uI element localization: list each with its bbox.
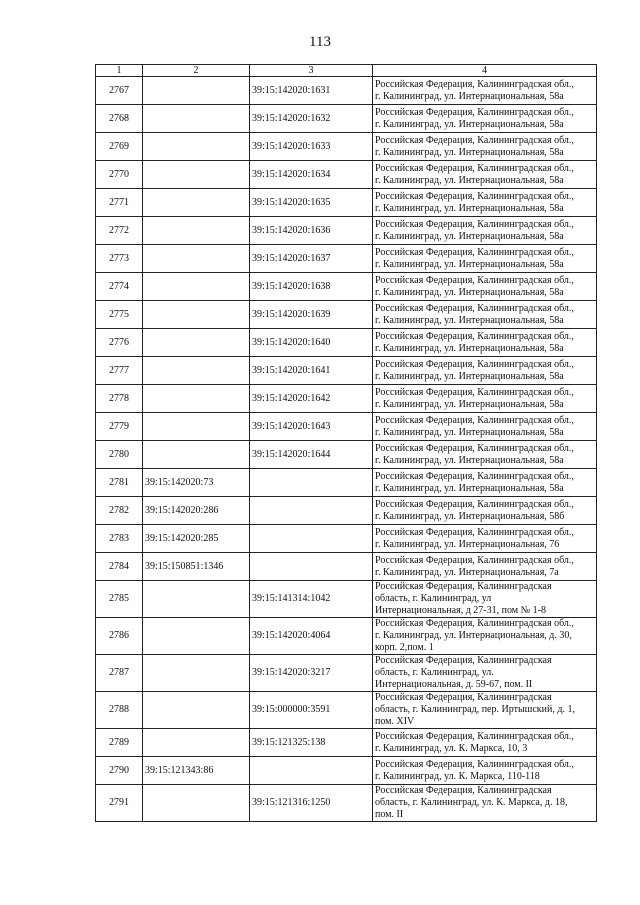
- row-number-cell: 2771: [96, 189, 143, 217]
- row-number-cell: 2770: [96, 161, 143, 189]
- old-cadastral-number-cell: [143, 189, 250, 217]
- address-line: область, г. Калининград, ул.: [375, 667, 494, 678]
- table-row: [96, 469, 597, 497]
- address-line: Интернациональная, д. 59-67, пом. II: [375, 679, 533, 690]
- column-header-1: 1: [96, 65, 143, 77]
- address-line: область, г. Калининград, ул. К. Маркса, д. 18,: [375, 797, 568, 808]
- address-line: г. Калининград, ул. Интернациональная, 58а: [375, 202, 564, 214]
- column-header-2: 2: [143, 65, 250, 77]
- address-line: Российская Федерация, Калининградская обл.,: [375, 190, 574, 202]
- old-cadastral-number-cell: [143, 105, 250, 133]
- address-cell: [373, 413, 597, 441]
- cadastral-number-cell: 39:15:000000:3591: [250, 692, 373, 729]
- row-number-cell: 2773: [96, 245, 143, 273]
- table-row: [96, 553, 597, 581]
- page-number: 113: [309, 34, 331, 50]
- cadastral-number-cell: 39:15:142020:1637: [250, 245, 373, 273]
- old-cadastral-number-cell: 39:15:142020:73: [143, 469, 250, 497]
- old-cadastral-number-cell: [143, 441, 250, 469]
- table-row: [96, 301, 597, 329]
- row-number-cell: 2778: [96, 385, 143, 413]
- row-number-cell: 2780: [96, 441, 143, 469]
- row-number-cell: 2772: [96, 217, 143, 245]
- address-cell: [373, 525, 597, 553]
- row-number-cell: 2768: [96, 105, 143, 133]
- old-cadastral-number-cell: [143, 301, 250, 329]
- row-number-cell: 2781: [96, 469, 143, 497]
- address-line: г. Калининград, ул. К. Маркса, 110-118: [375, 770, 540, 782]
- address-cell: [373, 618, 597, 655]
- row-number-cell: 2767: [96, 77, 143, 105]
- row-number-cell: 2786: [96, 618, 143, 655]
- address-cell: [373, 105, 597, 133]
- address-line: г. Калининград, ул. Интернациональная, 58а: [375, 230, 564, 242]
- cadastral-number-cell: 39:15:121325:138: [250, 729, 373, 757]
- address-line: Российская Федерация, Калининградская обл.,: [375, 162, 574, 174]
- address-line: Российская Федерация, Калининградская обл.,: [375, 218, 574, 230]
- address-line: Российская Федерация, Калининградская обл.,: [375, 470, 574, 482]
- cadastral-number-cell: 39:15:142020:4064: [250, 618, 373, 655]
- table-header-row: [96, 65, 597, 77]
- old-cadastral-number-cell: [143, 655, 250, 692]
- address-line: г. Калининград, ул. Интернациональная, 58а: [375, 482, 564, 494]
- address-line: г. Калининград, ул. Интернациональная, 58а: [375, 286, 564, 298]
- address-line: Российская Федерация, Калининградская обл.,: [375, 414, 574, 426]
- table-row: [96, 618, 597, 655]
- address-line: Российская Федерация, Калининградская обл.,: [375, 106, 574, 118]
- address-line: г. Калининград, ул. Интернациональная, 58а: [375, 314, 564, 326]
- cadastral-number-cell: 39:15:142020:1632: [250, 105, 373, 133]
- address-cell: [373, 553, 597, 581]
- row-number-cell: 2789: [96, 729, 143, 757]
- cadastral-number-cell: 39:15:142020:1638: [250, 273, 373, 301]
- old-cadastral-number-cell: [143, 245, 250, 273]
- row-number-cell: 2783: [96, 525, 143, 553]
- cadastral-number-cell: 39:15:142020:1633: [250, 133, 373, 161]
- address-line: Интернациональная, д 27-31, пом № 1-8: [375, 605, 546, 616]
- old-cadastral-number-cell: [143, 692, 250, 729]
- address-line: г. Калининград, ул. Интернациональная, д. 30,: [375, 630, 572, 641]
- address-line: Российская Федерация, Калининградская обл.,: [375, 526, 574, 538]
- old-cadastral-number-cell: 39:15:142020:286: [143, 497, 250, 525]
- old-cadastral-number-cell: 39:15:121343:86: [143, 757, 250, 785]
- address-line: Российская Федерация, Калининградская: [375, 655, 552, 666]
- row-number-cell: 2788: [96, 692, 143, 729]
- address-cell: [373, 469, 597, 497]
- address-line: г. Калининград, ул. Интернациональная, 7а: [375, 566, 559, 578]
- row-number-cell: 2791: [96, 785, 143, 822]
- old-cadastral-number-cell: [143, 77, 250, 105]
- cadastral-number-cell: [250, 497, 373, 525]
- address-line: г. Калининград, ул. Интернациональная, 58б: [375, 510, 565, 522]
- old-cadastral-number-cell: [143, 385, 250, 413]
- cadastral-number-cell: [250, 553, 373, 581]
- table-row: [96, 329, 597, 357]
- address-cell: [373, 189, 597, 217]
- address-cell: [373, 757, 597, 785]
- cadastral-number-cell: 39:15:142020:1644: [250, 441, 373, 469]
- cadastral-number-cell: 39:15:142020:1640: [250, 329, 373, 357]
- address-line: область, г. Калининград, пер. Иртышский, д. 1,: [375, 704, 575, 715]
- address-cell: [373, 785, 597, 822]
- old-cadastral-number-cell: [143, 217, 250, 245]
- address-cell: [373, 217, 597, 245]
- address-cell: [373, 329, 597, 357]
- registry-table: [95, 64, 597, 822]
- table-row: [96, 441, 597, 469]
- address-line: г. Калининград, ул. К. Маркса, 10, 3: [375, 742, 528, 754]
- address-cell: [373, 729, 597, 757]
- old-cadastral-number-cell: [143, 413, 250, 441]
- table-row: [96, 581, 597, 618]
- cadastral-number-cell: 39:15:142020:1636: [250, 217, 373, 245]
- column-header-3: 3: [250, 65, 373, 77]
- address-line: Российская Федерация, Калининградская обл.,: [375, 330, 574, 342]
- address-cell: [373, 357, 597, 385]
- cadastral-number-cell: 39:15:142020:1641: [250, 357, 373, 385]
- old-cadastral-number-cell: [143, 161, 250, 189]
- table-row: [96, 105, 597, 133]
- address-line: г. Калининград, ул. Интернациональная, 58а: [375, 146, 564, 158]
- table-row: [96, 525, 597, 553]
- table-row: [96, 785, 597, 822]
- old-cadastral-number-cell: [143, 329, 250, 357]
- address-line: пом. II: [375, 809, 404, 820]
- address-line: область, г. Калининград, ул: [375, 593, 492, 604]
- address-line: Российская Федерация, Калининградская обл.,: [375, 554, 574, 566]
- row-number-cell: 2784: [96, 553, 143, 581]
- cadastral-number-cell: 39:15:142020:1631: [250, 77, 373, 105]
- cadastral-number-cell: 39:15:141314:1042: [250, 581, 373, 618]
- address-line: Российская Федерация, Калининградская обл.,: [375, 246, 574, 258]
- table-row: [96, 77, 597, 105]
- old-cadastral-number-cell: 39:15:142020:285: [143, 525, 250, 553]
- address-line: Российская Федерация, Калининградская обл.,: [375, 758, 574, 770]
- old-cadastral-number-cell: [143, 273, 250, 301]
- table-row: [96, 655, 597, 692]
- address-line: Российская Федерация, Калининградская обл.,: [375, 498, 574, 510]
- table-row: [96, 273, 597, 301]
- old-cadastral-number-cell: [143, 581, 250, 618]
- row-number-cell: 2782: [96, 497, 143, 525]
- cadastral-number-cell: 39:15:142020:1634: [250, 161, 373, 189]
- address-cell: [373, 385, 597, 413]
- address-line: г. Калининград, ул. Интернациональная, 58а: [375, 174, 564, 186]
- table-row: [96, 413, 597, 441]
- cadastral-number-cell: 39:15:142020:1642: [250, 385, 373, 413]
- row-number-cell: 2779: [96, 413, 143, 441]
- address-cell: [373, 581, 597, 618]
- address-cell: [373, 77, 597, 105]
- old-cadastral-number-cell: 39:15:150851:1346: [143, 553, 250, 581]
- address-cell: [373, 301, 597, 329]
- row-number-cell: 2774: [96, 273, 143, 301]
- row-number-cell: 2769: [96, 133, 143, 161]
- address-line: г. Калининград, ул. Интернациональная, 58а: [375, 90, 564, 102]
- row-number-cell: 2775: [96, 301, 143, 329]
- address-line: г. Калининград, ул. Интернациональная, 58а: [375, 258, 564, 270]
- cadastral-number-cell: 39:15:142020:1639: [250, 301, 373, 329]
- table-row: [96, 357, 597, 385]
- cadastral-number-cell: 39:15:142020:1643: [250, 413, 373, 441]
- old-cadastral-number-cell: [143, 618, 250, 655]
- address-line: г. Калининград, ул. Интернациональная, 58а: [375, 370, 564, 382]
- table-row: [96, 757, 597, 785]
- address-line: пом. XIV: [375, 716, 415, 727]
- row-number-cell: 2787: [96, 655, 143, 692]
- table-row: [96, 217, 597, 245]
- table-body: [96, 65, 597, 822]
- address-line: Российская Федерация, Калининградская обл.,: [375, 442, 574, 454]
- row-number-cell: 2777: [96, 357, 143, 385]
- address-line: Российская Федерация, Калининградская: [375, 785, 552, 796]
- address-cell: [373, 133, 597, 161]
- cadastral-number-cell: 39:15:121316:1250: [250, 785, 373, 822]
- address-line: Российская Федерация, Калининградская обл.,: [375, 618, 574, 629]
- cadastral-number-cell: 39:15:142020:1635: [250, 189, 373, 217]
- address-cell: [373, 245, 597, 273]
- table-row: [96, 161, 597, 189]
- address-cell: [373, 273, 597, 301]
- row-number-cell: 2776: [96, 329, 143, 357]
- address-line: г. Калининград, ул. Интернациональная, 58а: [375, 454, 564, 466]
- old-cadastral-number-cell: [143, 785, 250, 822]
- address-cell: [373, 655, 597, 692]
- table-row: [96, 692, 597, 729]
- address-line: Российская Федерация, Калининградская обл.,: [375, 274, 574, 286]
- address-line: г. Калининград, ул. Интернациональная, 58а: [375, 398, 564, 410]
- address-line: г. Калининград, ул. Интернациональная, 58а: [375, 342, 564, 354]
- row-number-cell: 2785: [96, 581, 143, 618]
- table-row: [96, 729, 597, 757]
- table-row: [96, 189, 597, 217]
- address-line: Российская Федерация, Калининградская обл.,: [375, 302, 574, 314]
- address-line: г. Калининград, ул. Интернациональная, 58а: [375, 118, 564, 130]
- address-line: г. Калининград, ул. Интернациональная, 76: [375, 538, 560, 550]
- old-cadastral-number-cell: [143, 133, 250, 161]
- cadastral-number-cell: 39:15:142020:3217: [250, 655, 373, 692]
- address-line: Российская Федерация, Калининградская обл.,: [375, 134, 574, 146]
- address-line: Российская Федерация, Калининградская: [375, 581, 552, 592]
- address-line: Российская Федерация, Калининградская обл.,: [375, 78, 574, 90]
- table-row: [96, 497, 597, 525]
- address-line: Российская Федерация, Калининградская обл.,: [375, 730, 574, 742]
- table-row: [96, 245, 597, 273]
- address-cell: [373, 161, 597, 189]
- table-row: [96, 385, 597, 413]
- address-line: г. Калининград, ул. Интернациональная, 58а: [375, 426, 564, 438]
- table-row: [96, 133, 597, 161]
- old-cadastral-number-cell: [143, 729, 250, 757]
- row-number-cell: 2790: [96, 757, 143, 785]
- cadastral-number-cell: [250, 525, 373, 553]
- address-line: Российская Федерация, Калининградская обл.,: [375, 386, 574, 398]
- address-line: Российская Федерация, Калининградская: [375, 692, 552, 703]
- address-line: корп. 2,пом. 1: [375, 642, 434, 653]
- address-cell: [373, 692, 597, 729]
- address-line: Российская Федерация, Калининградская обл.,: [375, 358, 574, 370]
- column-header-4: 4: [373, 65, 597, 77]
- address-cell: [373, 497, 597, 525]
- address-cell: [373, 441, 597, 469]
- old-cadastral-number-cell: [143, 357, 250, 385]
- cadastral-number-cell: [250, 469, 373, 497]
- cadastral-number-cell: [250, 757, 373, 785]
